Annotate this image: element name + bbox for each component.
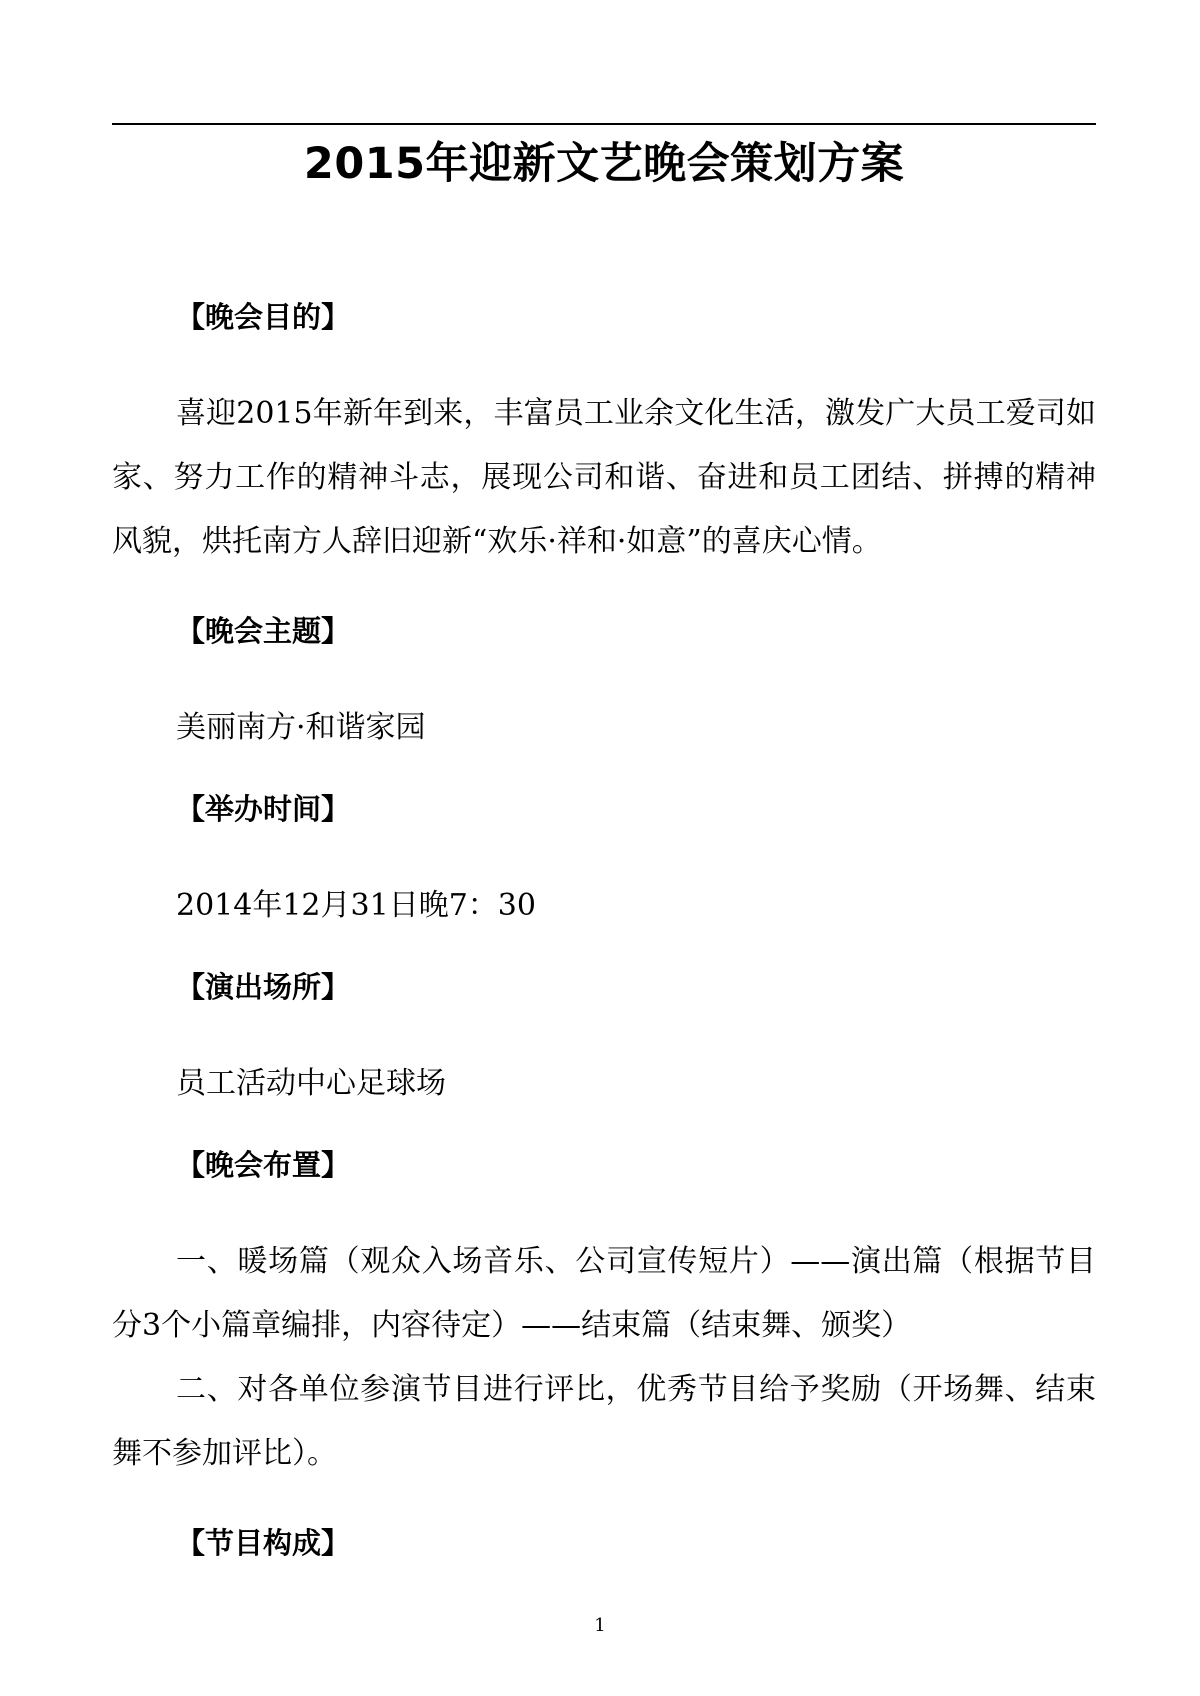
purpose-paragraph: 喜迎2015年新年到来，丰富员工业余文化生活，激发广大员工爱司如家、努力工作的精神斗志，展现公司和谐、奋进和员工团结、拼搏的精神风貌，烘托南方人辞旧迎新“欢乐·祥和·如意”的喜庆心情。 [112,396,1096,559]
time-paragraph: 2014年12月31日晚7：30 [176,888,536,923]
section-heading-venue: 【演出场所】 [176,970,351,1004]
section-heading-theme: 【晚会主题】 [176,614,351,648]
section-heading-time: 【举办时间】 [176,792,351,826]
section-arrangement [112,1146,1096,1486]
section-venue [112,968,1096,1116]
document-title: 2015年迎新文艺晚会策划方案 [303,139,905,189]
arrangement-paragraph-1: 一、暖场篇（观众入场音乐、公司宣传短片）——演出篇（根据节目分3个小篇章编排，内容待定）——结束篇（结束舞、颁奖） [112,1244,1096,1343]
section-program [112,1524,1096,1562]
page-number: 1 [594,1615,606,1636]
section-heading-program: 【节目构成】 [176,1526,351,1560]
section-purpose [112,298,1096,574]
section-heading-arrangement: 【晚会布置】 [176,1148,351,1182]
section-heading-purpose: 【晚会目的】 [176,300,351,334]
arrangement-paragraph-2: 二、对各单位参演节目进行评比，优秀节目给予奖励（开场舞、结束舞不参加评比）。 [112,1372,1096,1471]
section-theme [112,612,1096,760]
venue-paragraph: 员工活动中心足球场 [176,1066,446,1101]
header-rule [112,123,1096,125]
document-body [112,298,1096,1562]
section-time [112,790,1096,938]
theme-paragraph: 美丽南方·和谐家园 [176,710,426,745]
